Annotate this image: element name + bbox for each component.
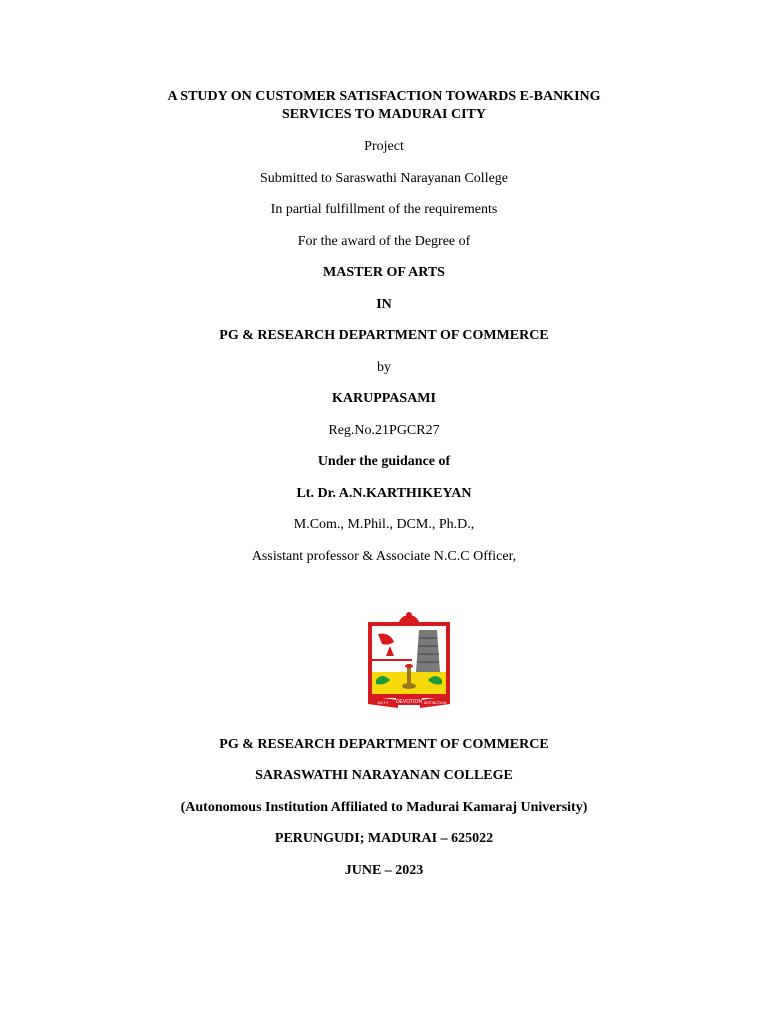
- title-line-1: A STUDY ON CUSTOMER SATISFACTION TOWARDS E-BANKING: [167, 89, 601, 104]
- banner-right-text: DISTINCTION: [423, 701, 447, 705]
- guide-name: Lt. Dr. A.N.KARTHIKEYAN: [296, 486, 472, 501]
- footer-address: PERUNGUDI; MADURAI – 625022: [274, 831, 494, 846]
- footer-affiliation: (Autonomous Institution Affiliated to Madurai Kamaraj University): [180, 800, 588, 815]
- footer-date: JUNE – 2023: [344, 863, 424, 878]
- by-label: by: [377, 360, 391, 375]
- award-line: For the award of the Degree of: [297, 234, 471, 249]
- project-label: Project: [364, 139, 404, 154]
- temple-tower-icon: [416, 630, 440, 672]
- banner-left-text: DUTY: [377, 700, 389, 705]
- reg-number: Reg.No.21PGCR27: [328, 423, 440, 438]
- footer-department: PG & RESEARCH DEPARTMENT OF COMMERCE: [219, 737, 549, 752]
- title-line-2: SERVICES TO MADURAI CITY: [282, 107, 486, 122]
- partial-fulfillment: In partial fulfillment of the requirements: [270, 202, 498, 217]
- department: PG & RESEARCH DEPARTMENT OF COMMERCE: [219, 328, 549, 343]
- guidance-label: Under the guidance of: [317, 454, 451, 469]
- student-name: KARUPPASAMI: [332, 391, 436, 406]
- banner-center-text: DEVOTION: [395, 699, 423, 705]
- degree: MASTER OF ARTS: [323, 265, 445, 280]
- submitted-to: Submitted to Saraswathi Narayanan College: [259, 171, 509, 186]
- footer-college: SARASWATHI NARAYANAN COLLEGE: [255, 768, 513, 783]
- college-emblem: [364, 610, 454, 710]
- guide-qualifications: M.Com., M.Phil., DCM., Ph.D.,: [293, 517, 475, 532]
- guide-designation: Assistant professor & Associate N.C.C Officer,: [251, 549, 517, 564]
- in-label: IN: [376, 297, 392, 312]
